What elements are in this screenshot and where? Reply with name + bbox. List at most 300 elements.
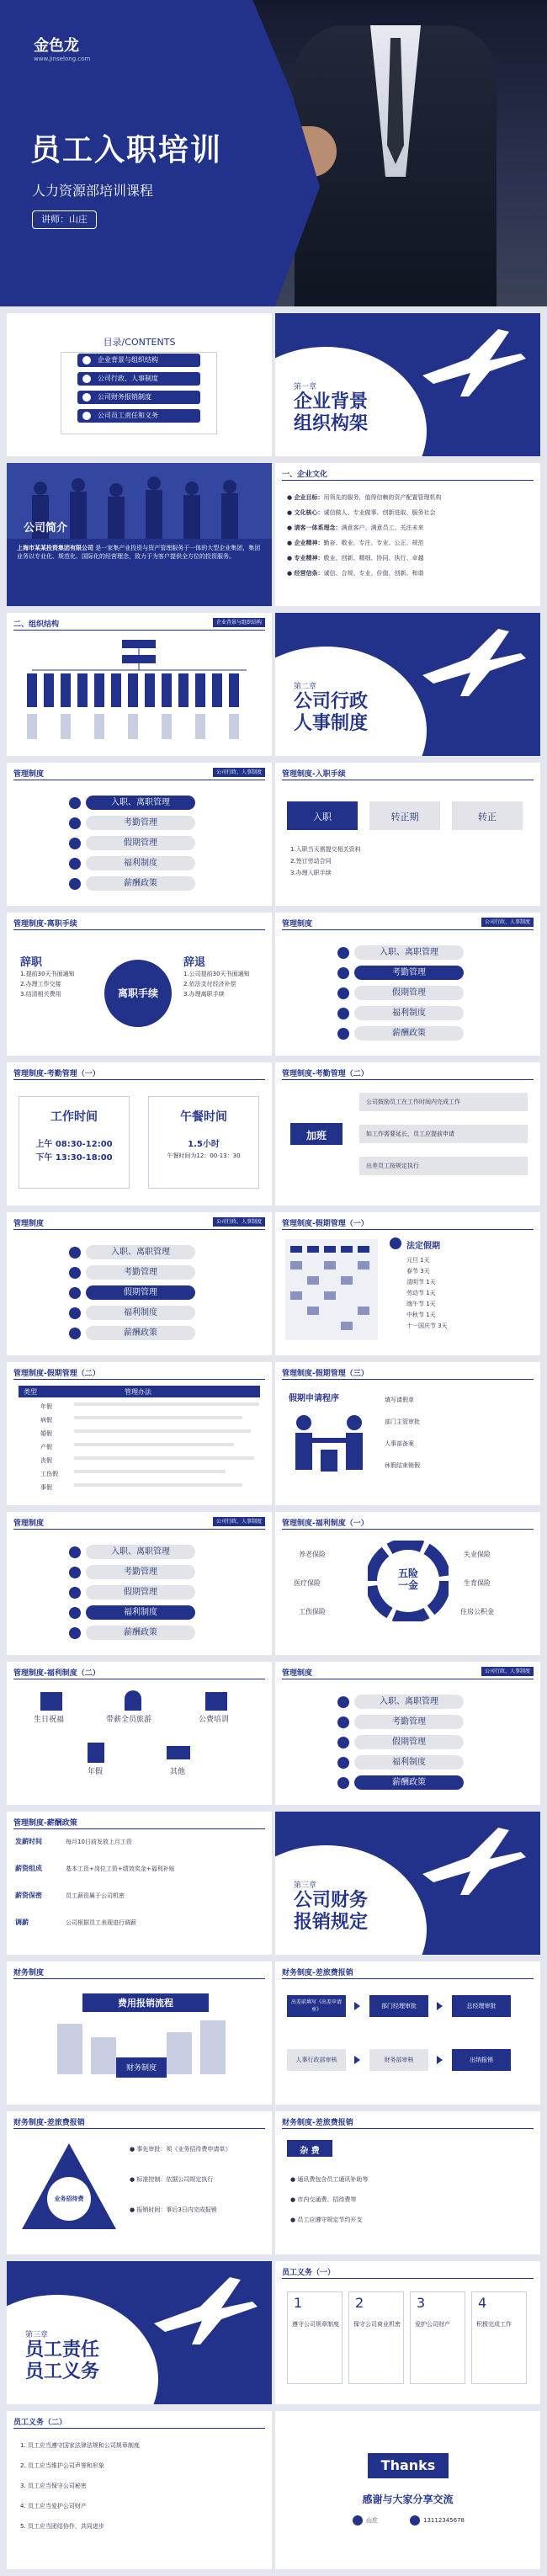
heading-rule: [13, 1229, 265, 1230]
menu-item-attendance[interactable]: 考勤管理: [86, 816, 195, 830]
menu-item-leave[interactable]: 假期管理: [86, 1585, 195, 1599]
culture-value: 满意客户、满意员工、关注未来: [341, 524, 424, 531]
menu-item-entry[interactable]: 入职、离职管理: [86, 796, 195, 810]
menu-dot-icon: [69, 817, 81, 829]
airplane-icon: [418, 325, 528, 401]
holiday-dot-icon: [390, 1237, 401, 1249]
finance-2-slide: [275, 1961, 540, 2105]
heading-rule: [282, 929, 534, 930]
resign-right-title: 辞退: [183, 956, 206, 969]
leave-2-slide: [7, 1362, 272, 1505]
menu-slide-entry: [7, 763, 272, 906]
flow-box-label: 出纳报销: [470, 2057, 493, 2063]
culture-value: 用领先的服务，值得信赖的资产配置管理机构: [323, 494, 442, 501]
logo-subtext: www.jinselong.com: [34, 56, 91, 62]
toc-item-3[interactable]: [77, 391, 200, 404]
salary-key-3: 薪资保密: [15, 1892, 42, 1899]
table-line: [74, 1416, 242, 1419]
culture-key: ● 文化核心：: [287, 509, 324, 516]
chapter-number: 第三章: [25, 2331, 49, 2339]
duty-text: 爱护公司财产: [415, 2321, 450, 2328]
heading-rule: [13, 929, 265, 930]
toc-bullet-icon: [82, 375, 91, 383]
menu-dot-icon: [69, 797, 81, 809]
chapter-4-slide: [7, 2261, 272, 2404]
toc-item-label: 公司财务报销制度: [98, 393, 151, 401]
heading-rule: [282, 1529, 534, 1530]
menu-item-welfare[interactable]: 福利制度: [86, 1605, 195, 1620]
chapter-title-line-1: 企业背景: [294, 391, 369, 412]
heading-rule: [282, 1229, 534, 1230]
slide-heading: 财务制度-差旅费报销: [13, 2119, 85, 2127]
holiday-item-3: 清明节 1天: [406, 1279, 436, 1285]
culture-item-1: [287, 493, 442, 502]
menu-dot-icon: [69, 1307, 81, 1319]
airplane-icon: [418, 625, 528, 700]
slide-heading: 二、组织结构: [13, 620, 60, 629]
menu-dot-icon: [337, 987, 349, 999]
toc-item-label: 公司员工责任和义务: [98, 412, 158, 419]
menu-dot-icon: [69, 858, 81, 870]
menu-slide-leave: [7, 1212, 272, 1355]
culture-value: 敬业、创新、精细、协同、执行、卓越: [323, 555, 424, 562]
procedure-step-2: 部门主管审批: [385, 1418, 420, 1425]
intro-company-name: 上海市某某投资集团有限公司: [17, 545, 93, 551]
resign-left-title: 辞职: [20, 956, 43, 969]
culture-item-5: [287, 554, 424, 562]
heading-rule: [282, 1379, 534, 1380]
chapter-heading: [294, 1879, 368, 1934]
misc-item-1: ● 通讯费包含员工通讯补助等: [290, 2176, 369, 2183]
intro-text: 是一家集产业投资与资产管理服务于一体的大型企业集团，集团业务以专业化、规范化、国际化的经营理念，致力于为客户提供全方位的投资服务。: [17, 545, 261, 560]
leave-procedure-title: 假期申请程序: [289, 1394, 339, 1403]
chapter-3-slide: [275, 1812, 540, 1955]
flow-box-label: 财务部审核: [384, 2057, 414, 2063]
menu-slide-salary: [275, 1662, 540, 1805]
travel-icon: [125, 1690, 141, 1711]
table-line: [74, 1470, 226, 1473]
triangle-center-label: 业务招待费: [54, 2195, 84, 2202]
expense-rule-1: ● 事先审批：须《业务招待费申请单》: [130, 2146, 231, 2153]
flow-arrow-icon: [354, 2002, 360, 2010]
menu-dot-icon: [69, 1567, 81, 1578]
slide-tag: 公司行政、人事制度: [213, 1517, 265, 1526]
menu-item-welfare[interactable]: 福利制度: [86, 1306, 195, 1320]
flow-box-label: 出差前填写《出差申请单》: [290, 1999, 342, 2013]
heading-rule: [282, 2278, 534, 2279]
salary-value-3: 员工薪资属于公司机密: [66, 1892, 125, 1899]
menu-dot-icon: [69, 838, 81, 849]
benefit-item-4: 年假: [88, 1768, 104, 1776]
table-line: [74, 1429, 251, 1433]
heading-rule: [13, 2128, 265, 2129]
culture-value: 诚信、合规、专业、价值、创新、和谐: [323, 570, 424, 577]
heading-rule: [13, 1828, 265, 1829]
menu-item-entry[interactable]: 入职、离职管理: [86, 1245, 195, 1259]
chapter-title-line-1: 公司行政: [294, 691, 369, 712]
step-label: 转正: [478, 812, 497, 822]
toc-item-1[interactable]: [77, 354, 200, 367]
slide-tag: 企业背景与组织结构: [213, 618, 265, 627]
thanks-slide: [275, 2411, 540, 2569]
toc-bullet-icon: [82, 393, 91, 402]
culture-key: ● 请客一体系理念：: [287, 524, 342, 531]
menu-item-leave[interactable]: 假期管理: [354, 986, 464, 1000]
cover-subtitle: 人力资源部培训课程: [32, 183, 154, 199]
duty-text: 遵守公司规章制度: [292, 2321, 339, 2328]
benefit-item-2: 带薪全员旅游: [106, 1716, 152, 1724]
salary-value-4: 公司根据员工表现进行调薪: [66, 1919, 136, 1926]
table-row: 丧假: [40, 1457, 52, 1464]
culture-value: 诚信做人、专业做事、创新进取、服务社会: [323, 509, 436, 516]
insurance-center: [385, 1567, 432, 1591]
flow-box-label: 部门经理审批: [381, 2003, 417, 2009]
misc-title: 杂 费: [300, 2147, 320, 2156]
slide-tag: 公司行政、人事制度: [213, 1217, 265, 1227]
expense-rule-2: ● 标准控制：依据公司规定执行: [130, 2176, 214, 2183]
heading-rule: [282, 2128, 534, 2129]
heading-rule: [13, 630, 265, 631]
menu-dot-icon: [337, 1737, 349, 1748]
cover-slide: [0, 0, 547, 306]
menu-dot-icon: [337, 967, 349, 979]
finance-3-slide: [7, 2111, 272, 2254]
org-chart-slide: [7, 613, 272, 756]
menu-dot-icon: [337, 947, 349, 959]
training-icon: [205, 1692, 227, 1711]
procedure-step-4: 休假结束销假: [385, 1462, 420, 1469]
chapter-number: 第一章: [294, 383, 317, 391]
lecturer-badge: 讲师：山庄: [32, 210, 97, 229]
salary-key-2: 薪资组成: [15, 1865, 42, 1872]
insurance-item-3: 医疗保险: [294, 1579, 321, 1587]
slide-heading: 员工义务（一）: [282, 2269, 336, 2277]
menu-item-attendance[interactable]: 考勤管理: [86, 1565, 195, 1579]
flow-box-label: 人事行政部审核: [295, 2057, 337, 2063]
slide-heading: 管理制度: [282, 1669, 313, 1678]
slide-heading: 管理制度-假期管理（三）: [282, 1370, 369, 1378]
menu-dot-icon: [69, 1287, 81, 1299]
attendance-1-slide: [7, 1062, 272, 1206]
chapter-2-slide: [275, 613, 540, 756]
duty-number: 2: [355, 2295, 364, 2311]
holiday-item-6: 中秋节 1天: [406, 1312, 436, 1318]
resign-left-line-1: 1.提前30天书面通知: [20, 971, 75, 977]
slide-heading: 管理制度: [13, 770, 45, 779]
toc-item-4[interactable]: [77, 409, 200, 423]
menu-dot-icon: [69, 878, 81, 890]
menu-item-attendance[interactable]: 考勤管理: [354, 966, 464, 980]
duty-text: 保守公司商业机密: [353, 2321, 401, 2328]
menu-item-welfare[interactable]: 福利制度: [354, 1755, 464, 1770]
slide-heading: 一、企业文化: [282, 471, 328, 479]
slide-heading: 管理制度-福利制度（一）: [282, 1520, 369, 1528]
intro-body: [17, 544, 262, 561]
step-label: 转正期: [390, 812, 419, 822]
salary-key-1: 发薪时间: [15, 1838, 42, 1845]
resign-left-line-2: 2.办理工作交接: [20, 981, 61, 987]
bed-icon: [167, 1746, 190, 1759]
culture-key: ● 专业精神：: [287, 555, 324, 562]
step-label: 入职: [313, 812, 332, 822]
menu-item-salary[interactable]: 薪酬政策: [354, 1775, 464, 1790]
table-row: 工伤假: [40, 1471, 58, 1477]
finance-4-slide: [275, 2111, 540, 2254]
menu-item-salary[interactable]: 薪酬政策: [354, 1026, 464, 1041]
holiday-item-5: 端午节 1天: [406, 1301, 436, 1307]
table-row: 产假: [40, 1444, 52, 1450]
salary-value-2: 基本工资+岗位工资+绩效奖金+福利补贴: [66, 1865, 175, 1872]
slide-heading: 管理制度-入职手续: [282, 770, 346, 779]
insurance-item-5: 工伤保险: [299, 1608, 326, 1615]
toc-item-label: 企业背景与组织结构: [98, 356, 158, 364]
chapter-heading: [294, 381, 368, 435]
menu-item-leave[interactable]: 假期管理: [354, 1735, 464, 1749]
holiday-item-7: 十一国庆节 3天: [406, 1323, 448, 1329]
heading-rule: [13, 2428, 265, 2429]
holiday-item-2: 春节 3天: [406, 1268, 430, 1275]
heading-rule: [282, 1978, 534, 1979]
handshake-icon: [287, 1413, 371, 1480]
chapter-title-line-2: 人事制度: [294, 713, 369, 734]
menu-dot-icon: [337, 1008, 349, 1019]
work-time-title: 工作时间: [50, 1110, 98, 1124]
slide-heading: 管理制度-薪酬政策: [13, 1819, 77, 1828]
expense-rule-3: ● 报销时间：事后3日内完成报销: [130, 2206, 217, 2213]
heading-rule: [282, 480, 534, 481]
menu-dot-icon: [69, 1247, 81, 1259]
duty-number: 4: [478, 2295, 487, 2311]
intro-title: 公司简介: [24, 522, 68, 535]
menu-item-entry[interactable]: 入职、离职管理: [86, 1545, 195, 1559]
menu-slide-attendance: [275, 913, 540, 1056]
toc-item-label: 公司行政、人事制度: [98, 375, 158, 382]
culture-item-3: [287, 524, 424, 532]
culture-item-2: [287, 508, 436, 517]
slide-heading: 财务制度-差旅费报销: [282, 1969, 353, 1977]
culture-key: ● 企业精神：: [287, 540, 324, 546]
lunch-time-title: 午餐时间: [180, 1110, 227, 1124]
thanks-badge: Thanks: [380, 2457, 436, 2473]
insurance-item-4: 生育保险: [464, 1579, 491, 1587]
culture-item-4: [287, 539, 424, 547]
menu-item-welfare[interactable]: 福利制度: [86, 856, 195, 870]
toc-title: 目录/CONTENTS: [103, 337, 176, 348]
menu-item-leave[interactable]: 假期管理: [86, 1285, 195, 1300]
menu-item-attendance[interactable]: 考勤管理: [354, 1715, 464, 1729]
resign-right-line-3: 3.办理离职手续: [183, 991, 225, 998]
chapter-title-line-1: 员工责任: [25, 2339, 100, 2360]
slide-tag: 公司行政、人事制度: [481, 1667, 534, 1676]
heading-rule: [13, 1379, 265, 1380]
finance-title: 费用报销流程: [118, 1998, 173, 2009]
menu-item-salary[interactable]: 薪酬政策: [86, 876, 195, 891]
duty-rule-3: 3. 员工应当保守公司秘密: [20, 2483, 87, 2489]
airplane-icon: [418, 1823, 528, 1899]
duty-text: 积极完成工作: [476, 2321, 512, 2328]
menu-item-entry[interactable]: 入职、离职管理: [354, 1695, 464, 1709]
finance-slide: [7, 1961, 272, 2105]
menu-item-leave[interactable]: 假期管理: [86, 836, 195, 850]
org-chart-diagram: [15, 638, 263, 748]
menu-dot-icon: [69, 1328, 81, 1339]
chapter-heading: [25, 2329, 99, 2383]
calendar-graphic: [285, 1239, 378, 1340]
duty-rule-5: 5. 员工应当团结协作，共同进步: [20, 2523, 104, 2530]
onboard-note-1: 1.入职当天需提交相关资料: [290, 846, 361, 853]
toc-item-2[interactable]: [77, 372, 200, 386]
table-line: [74, 1483, 242, 1487]
holiday-title: 法定假期: [406, 1242, 440, 1251]
slide-heading: 管理制度-假期管理（一）: [282, 1220, 369, 1228]
presenter-phone: 13112345678: [423, 2517, 465, 2524]
table-line: [74, 1443, 234, 1446]
table-header-type: 类型: [24, 1388, 37, 1396]
duty-number: 1: [294, 2295, 303, 2311]
salary-key-4: 调薪: [15, 1919, 29, 1926]
culture-item-6: [287, 569, 424, 577]
menu-dot-icon: [337, 1777, 349, 1789]
slide-heading: 管理制度-福利制度（二）: [13, 1669, 100, 1678]
menu-dot-icon: [69, 1627, 81, 1639]
resign-left-line-3: 3.结清相关费用: [20, 991, 61, 998]
slide-heading: 管理制度-考勤管理（一）: [13, 1070, 100, 1078]
welfare-1-slide: [275, 1512, 540, 1655]
salary-slide: [7, 1812, 272, 1955]
slide-heading: 员工义务（二）: [13, 2419, 67, 2427]
company-logo: [34, 34, 90, 62]
chapter-1-slide: [275, 313, 540, 456]
heading-rule: [13, 1978, 265, 1979]
menu-dot-icon: [69, 1267, 81, 1279]
duty-rule-2: 2. 员工应当维护公司声誉和形象: [20, 2462, 104, 2469]
chapter-title-line-2: 报销规定: [294, 1912, 369, 1933]
resign-right-line-1: 1.公司提前30天书面通知: [183, 971, 250, 977]
heading-rule: [13, 1529, 265, 1530]
menu-item-salary[interactable]: 薪酬政策: [86, 1626, 195, 1640]
insurance-item-1: 养老保险: [299, 1551, 326, 1558]
menu-dot-icon: [337, 1028, 349, 1040]
table-row: 事假: [40, 1484, 52, 1491]
culture-value: 勤奋、敬业、专注、专业、公正、规范: [323, 540, 424, 546]
overtime-label: 加班: [305, 1130, 327, 1142]
chapter-heading: [294, 680, 368, 735]
overtime-item-1: 公司鼓励员工在工作时间内完成工作: [366, 1099, 460, 1105]
slide-heading: 财务制度-差旅费报销: [282, 2119, 353, 2127]
user-icon: [353, 2515, 363, 2525]
misc-item-3: ● 员工应遵守规定节约开支: [290, 2217, 363, 2223]
heading-rule: [282, 1079, 534, 1080]
resign-slide: [7, 913, 272, 1056]
benefit-item-3: 公费培训: [199, 1716, 230, 1724]
table-row: 年假: [40, 1403, 52, 1410]
culture-slide: [275, 463, 540, 606]
toc-bullet-icon: [82, 356, 91, 365]
company-intro-slide: [7, 463, 272, 606]
menu-dot-icon: [337, 1716, 349, 1728]
phone-icon: [410, 2515, 420, 2525]
menu-slide-welfare: [7, 1512, 272, 1655]
holiday-item-4: 劳动节 1天: [406, 1290, 436, 1296]
procedure-step-1: 填写请假单: [385, 1397, 414, 1403]
leave-3-slide: [275, 1362, 540, 1505]
slide-tag: 公司行政、人事制度: [481, 918, 534, 927]
chapter-title-line-1: 公司财务: [294, 1890, 369, 1911]
culture-key: ● 企业目标：: [287, 494, 324, 501]
insurance-item-2: 失业保险: [464, 1551, 491, 1558]
holiday-item-1: 元旦 1天: [406, 1257, 430, 1264]
table-header-method: 管理办法: [125, 1388, 151, 1396]
table-line: [74, 1456, 254, 1460]
duty-rule-1: 1. 员工应当遵守国家法律法规和公司规章制度: [20, 2442, 140, 2449]
menu-dot-icon: [69, 1607, 81, 1619]
duty-1-slide: [275, 2261, 540, 2404]
table-line: [74, 1402, 259, 1406]
menu-item-welfare[interactable]: 福利制度: [354, 1006, 464, 1020]
duty-rule-4: 4. 员工应当爱护公司财产: [20, 2503, 87, 2509]
thanks-title: 感谢与大家分享交流: [362, 2494, 454, 2505]
flow-arrow-icon: [354, 2056, 360, 2064]
menu-dot-icon: [69, 1587, 81, 1599]
onboard-note-2: 2.签订劳动合同: [290, 858, 332, 865]
heading-rule: [13, 1079, 265, 1080]
slide-heading: 管理制度-假期管理（二）: [13, 1370, 100, 1378]
slide-heading: 管理制度: [13, 1220, 45, 1228]
chapter-title-line-2: 员工义务: [25, 2361, 100, 2382]
slide-heading: 管理制度-考勤管理（二）: [282, 1070, 369, 1078]
menu-item-entry[interactable]: 入职、离职管理: [354, 945, 464, 960]
cover-title: 员工入职培训: [30, 133, 223, 168]
chapter-title-line-2: 组织构架: [294, 413, 369, 434]
annual-leave-icon: [88, 1743, 104, 1763]
resign-center-circle: 离职手续: [104, 960, 172, 1027]
chapter-number: 第三章: [294, 1881, 317, 1890]
welfare-2-slide: [7, 1662, 272, 1805]
work-time-am: 上午 08:30-12:00: [35, 1140, 113, 1149]
flow-arrow-icon: [437, 2002, 443, 2010]
flow-box-label: 总经理审批: [466, 2003, 497, 2009]
procedure-step-3: 人事部备案: [385, 1440, 414, 1447]
work-time-pm: 下午 13:30-18:00: [35, 1153, 113, 1163]
toc-bullet-icon: [82, 412, 91, 420]
lunch-length: 1.5小时: [188, 1140, 220, 1149]
benefit-item-5: 其他: [170, 1768, 186, 1776]
table-row: 婚假: [40, 1430, 52, 1437]
slide-heading: 管理制度-离职手续: [13, 920, 77, 929]
chapter-number: 第二章: [294, 683, 317, 691]
airplane-icon: [150, 2273, 259, 2349]
benefit-item-1: 生日祝福: [34, 1716, 65, 1724]
resign-right-line-2: 2.依法支付经济补偿: [183, 981, 236, 987]
menu-dot-icon: [69, 1546, 81, 1558]
attendance-2-slide: [275, 1062, 540, 1206]
culture-key: ● 经营信条：: [287, 570, 324, 577]
slide-heading: 管理制度: [282, 920, 313, 929]
duty-number: 3: [417, 2295, 426, 2311]
presenter-name: 山庄: [366, 2517, 378, 2524]
overtime-item-2: 如工作需要延长，员工应提前申请: [366, 1131, 454, 1137]
salary-value-1: 每月10日前发放上月工资: [66, 1839, 132, 1845]
gift-icon: [40, 1692, 62, 1711]
insurance-item-6: 住房公积金: [460, 1608, 494, 1615]
leave-1-slide: [275, 1212, 540, 1355]
slide-heading: 管理制度: [13, 1520, 45, 1528]
menu-item-attendance[interactable]: 考勤管理: [86, 1265, 195, 1280]
menu-item-salary[interactable]: 薪酬政策: [86, 1326, 195, 1340]
menu-dot-icon: [337, 1696, 349, 1708]
slide-tag: 公司行政、人事制度: [213, 768, 265, 777]
onboard-note-3: 3.办理入职手续: [290, 870, 332, 876]
